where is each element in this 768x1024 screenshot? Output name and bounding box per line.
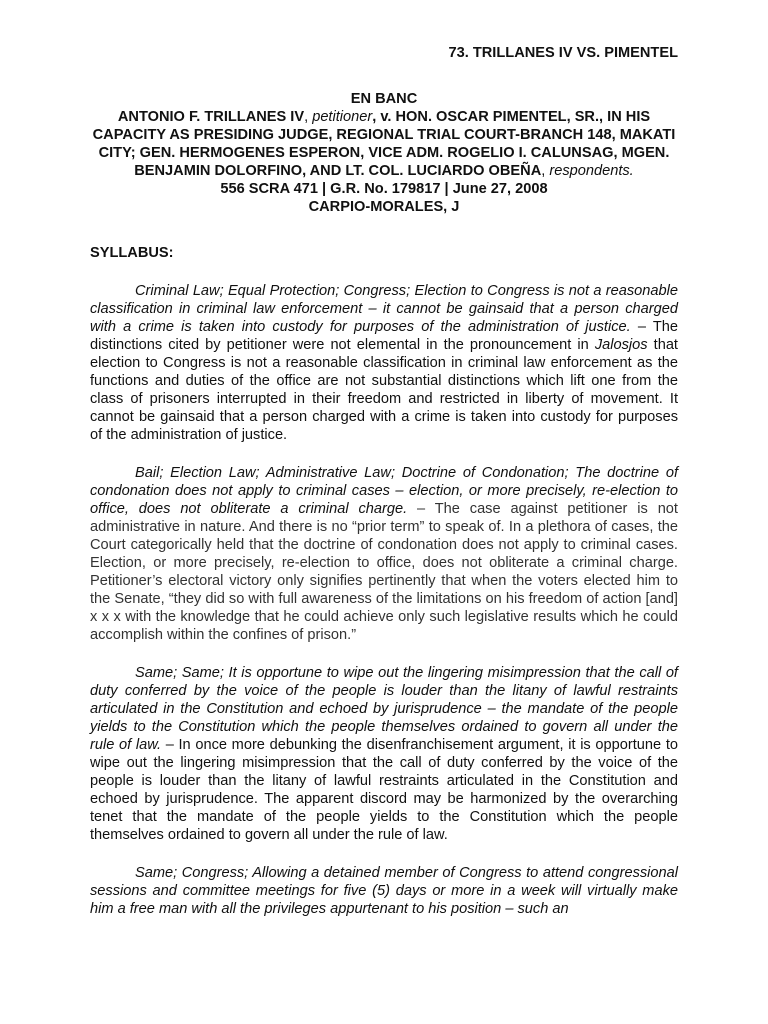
respondents-names: HON. OSCAR PIMENTEL, SR., IN HIS CAPACITY AS PRESIDING JUDGE, REGIONAL TRIAL COURT-BRANCH 148, MAKATI CITY; GEN. HERMOGENES ESPERON, VICE ADM. ROGELIO I. CALUNSAG, MGEN. BENJAMIN DOLORFINO, AND LT. COL. LUCIARDO OBEÑA	[92, 109, 676, 179]
syllabus-paragraph-1	[90, 282, 678, 444]
case-number-heading: 73. TRILLANES IV VS. PIMENTEL	[448, 45, 678, 61]
syllabus-paragraph-2	[90, 464, 678, 644]
syllabus-1-text-b: that election to Congress is not a reasonable classification in criminal law enforcement as the functions and duties of the office are not substantial distinctions which lift one from the class of prisoners interrupted in their freedom and restricted in liberty of movement. It cannot be gainsaid that a person charged with a crime is taken into custody for purposes of the administration of justice.	[90, 337, 678, 443]
syllabus-paragraph-3	[90, 664, 678, 844]
parties	[90, 108, 678, 180]
syllabus-1-text-a: – The distinctions cited by petitioner were not elemental in the pronouncement in	[90, 319, 678, 353]
versus-label: , v.	[372, 109, 396, 125]
case-caption	[90, 90, 678, 216]
syllabus-1-headnote: Criminal Law; Equal Protection; Congress; Election to Congress is not a reasonable classification in criminal law enforcement – it cannot be gainsaid that a person charged with a crime is taken into custody for purposes of the administration of justice.	[90, 283, 678, 335]
case-reference-jalosjos: Jalosjos	[594, 337, 648, 353]
syllabus-4-headnote: Same; Congress; Allowing a detained member of Congress to attend congressional sessions and committee meetings for five (5) days or more in a week will virtually make him a free man with all the privileges appurtenant to his position – such an	[90, 865, 678, 917]
syllabus-3-headnote: Same; Same; It is opportune to wipe out the lingering misimpression that the call of duty conferred by the voice of the people is louder than the litany of lawful restraints articulated in the Constitution and echoed by jurisprudence – the mandate of the people yields to the Constitution which the people themselves ordained to govern all under the rule of law.	[90, 665, 678, 753]
syllabus-heading: SYLLABUS:	[90, 245, 174, 261]
syllabus-3-text: – In once more debunking the disenfranchisement argument, it is opportune to wipe out the lingering misimpression that the call of duty conferred by the voice of the people is louder than the litany of lawful restraints articulated in the Constitution and echoed by jurisprudence. The apparent discord may be harmonized by the overarching tenet that the mandate of the people yields to the Constitution which the people themselves ordained to govern all under the rule of law.	[90, 737, 678, 843]
petitioner-role: petitioner	[312, 109, 373, 125]
syllabus-2-text: – The case against petitioner is not administrative in nature. And there is no “prior term” to speak of. In a plethora of cases, the Court categorically held that the doctrine of condonation does not apply to criminal cases. Election, or more precisely, re-election to office, does not obliterate a criminal charge. Petitioner’s electoral victory only signifies pertinently that when the voters elected him to the Senate, “they did so with full awareness of the limitations on his freedom of action [and] x x x with the knowledge that he could achieve only such legislative results which he could accomplish within the confines of prison.”	[90, 501, 678, 643]
syllabus-2-headnote: Bail; Election Law; Administrative Law; Doctrine of Condonation; The doctrine of condonation does not apply to criminal cases – election, or more precisely, re-election to office, does not obliterate a criminal charge.	[90, 465, 678, 517]
division-label: EN BANC	[350, 91, 418, 107]
petitioner-sep: ,	[304, 109, 313, 125]
petitioner-name: ANTONIO F. TRILLANES IV	[117, 109, 305, 125]
respondents-role: respondents.	[549, 163, 634, 179]
citation-line: 556 SCRA 471 | G.R. No. 179817 | June 27, 2008	[220, 181, 548, 197]
syllabus-paragraph-4	[90, 864, 678, 918]
ponente-line: CARPIO-MORALES, J	[308, 199, 460, 215]
respondents-sep: ,	[541, 163, 550, 179]
